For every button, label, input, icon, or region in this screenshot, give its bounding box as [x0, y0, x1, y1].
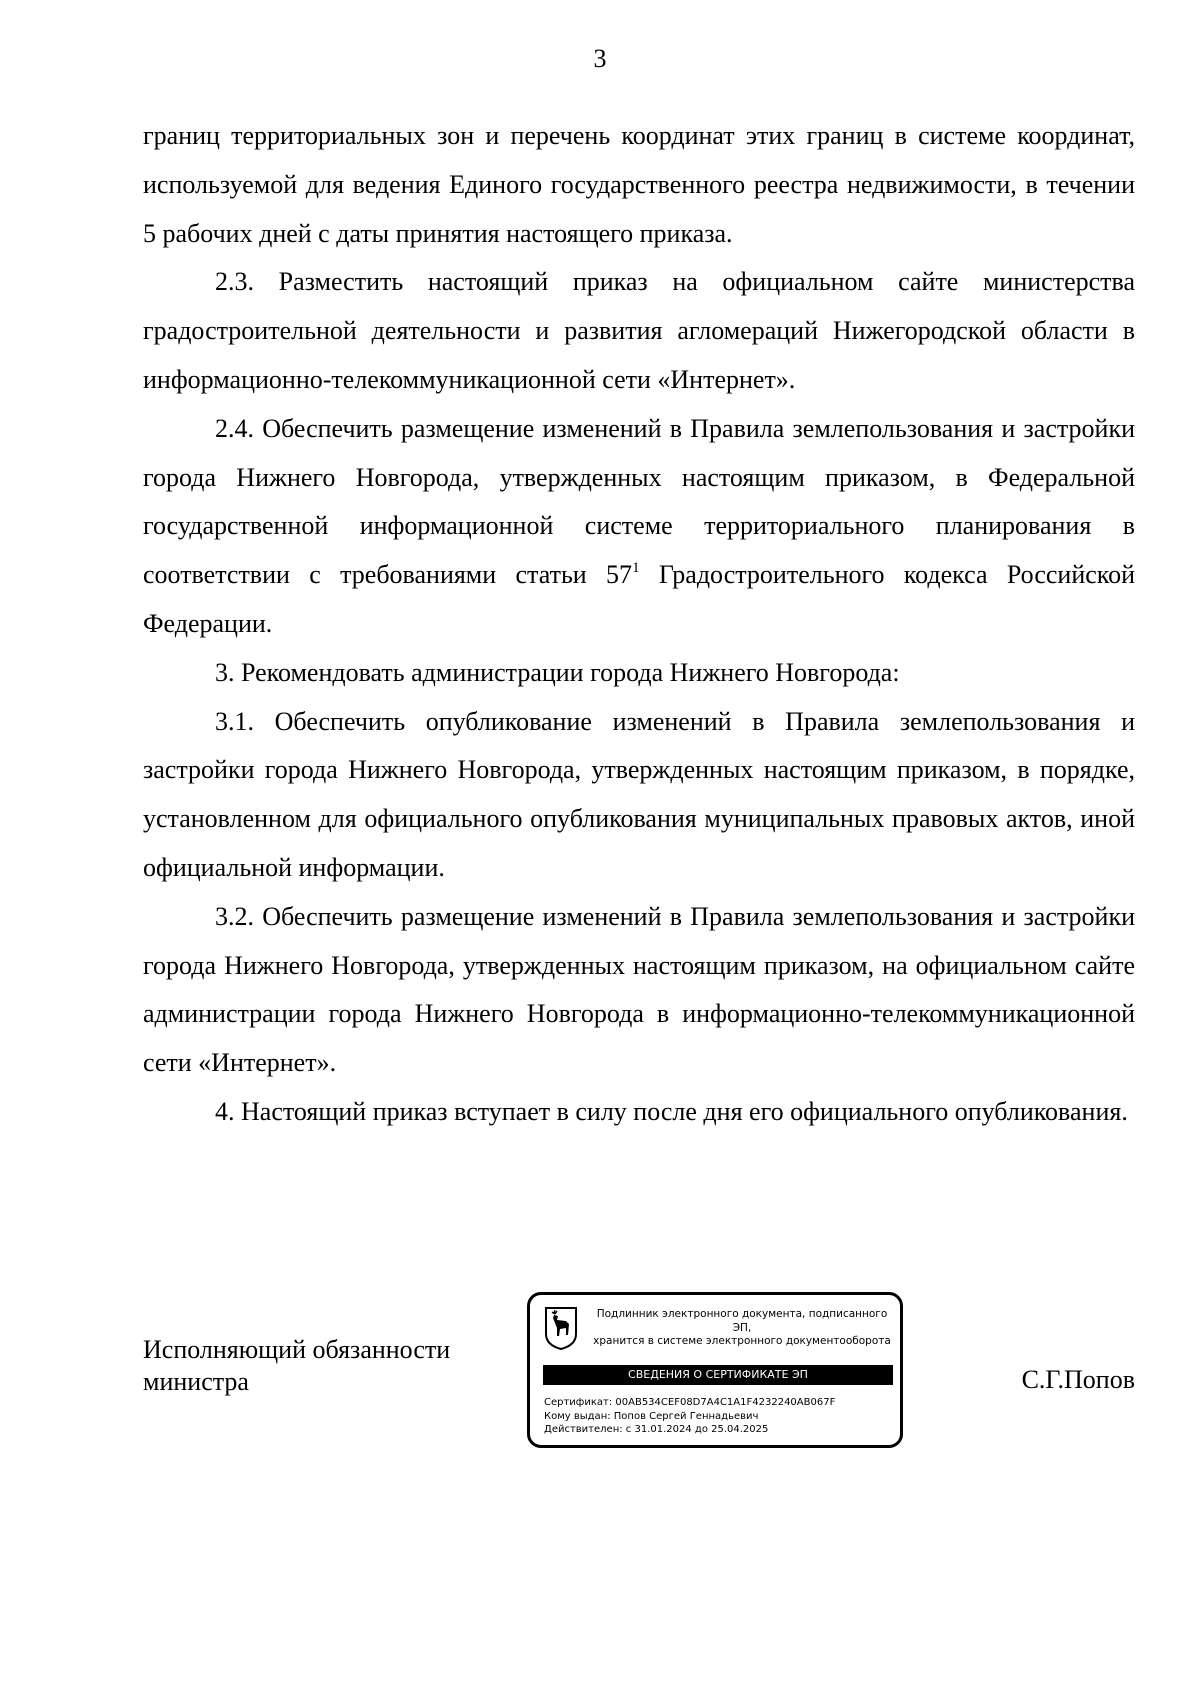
paragraph-2-4: [143, 405, 1135, 649]
paragraph-4: 4. Настоящий приказ вступает в силу после дня его официального опубликования.: [215, 1096, 1128, 1126]
paragraph-3-1: 3.1. Обеспечить опубликование изменений в Правила землепользования и застройки города Нижнего Новгорода, утвержденных настоящим приказом, в порядке, установленном для официального опубликования муниципальных правовых актов, иной официальной информации.: [143, 706, 1135, 882]
stamp-title-bar: СВЕДЕНИЯ О СЕРТИФИКАТЕ ЭП: [543, 1365, 893, 1385]
stamp-header: [586, 1308, 898, 1349]
page-number: 3: [593, 44, 607, 73]
stamp-details: [544, 1396, 894, 1437]
stamp-certificate: Сертификат: 00AB534CEF08D7A4C1A1F4232240AB067F: [544, 1397, 836, 1408]
stamp-header-line2: хранится в системе электронного документооборота: [593, 1335, 891, 1347]
signatory-position: [143, 1334, 450, 1398]
paragraph-2-3: 2.3. Разместить настоящий приказ на официальном сайте министерства градостроительной деятельности и развития агломераций Нижегородской области в информационно-телекоммуникационной сети «Интернет».: [143, 267, 1135, 394]
stamp-issued-to: Кому выдан: Попов Сергей Геннадьевич: [544, 1410, 759, 1422]
signatory-position-line1: Исполняющий обязанности: [143, 1335, 451, 1364]
signatory-position-line2: министра: [143, 1367, 249, 1396]
document-body: [143, 112, 1135, 1137]
stamp-validity: Действителен: с 31.01.2024 до 25.04.2025: [544, 1424, 769, 1435]
article-superscript: 1: [632, 559, 640, 576]
paragraph-2-4-text: 2.4. Обеспечить размещение изменений в Правила землепользования и застройки города Нижнего Новгорода, утвержденных настоящим приказом, в Федеральной государственной информационной системе территориального планирования в соответствии с требованиями статьи 57: [143, 413, 1135, 590]
deer-emblem-icon: [543, 1305, 579, 1351]
paragraph-2-4-tail: Градостроительного кодекса Российской Федерации.: [143, 560, 1135, 638]
signatory-name: С.Г.Попов: [1021, 1365, 1135, 1394]
paragraph-continuation: границ территориальных зон и перечень координат этих границ в системе координат, используемой для ведения Единого государственного реестра недвижимости, в течении 5 рабочих дней с даты принятия настоящего приказа.: [143, 121, 1135, 248]
paragraph-3-2: 3.2. Обеспечить размещение изменений в Правила землепользования и застройки города Нижнего Новгорода, утвержденных настоящим приказом, на официальном сайте администрации города Нижнего Новгорода в информационно-телекоммуникационной сети «Интернет».: [143, 901, 1135, 1078]
stamp-header-line1: Подлинник электронного документа, подписанного ЭП,: [596, 1308, 888, 1334]
e-signature-stamp: [527, 1292, 903, 1448]
paragraph-3: 3. Рекомендовать администрации города Нижнего Новгорода:: [215, 657, 900, 687]
